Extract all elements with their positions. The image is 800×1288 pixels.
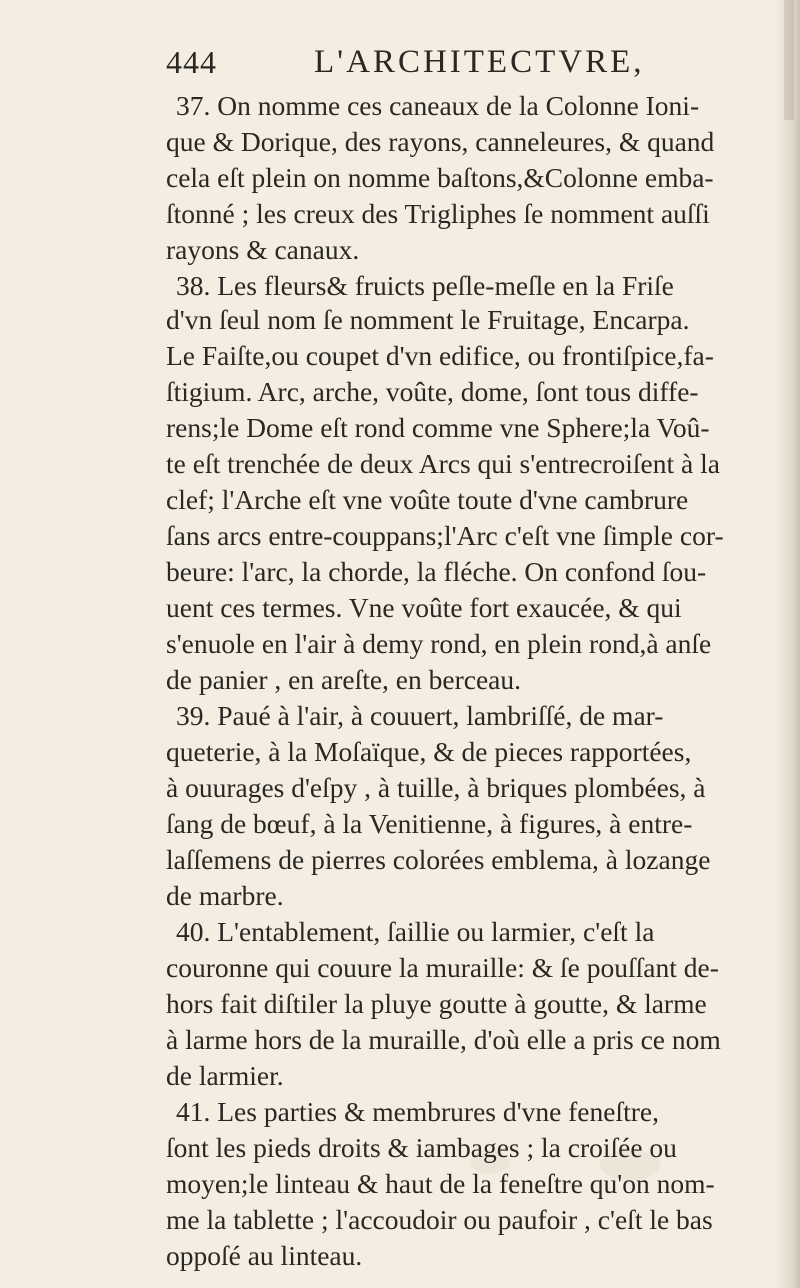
text-line: queterie, à la Moſaïque, & de pieces rapportées, bbox=[166, 736, 692, 767]
text-line: moyen;le linteau & haut de la feneſtre qu'on nom- bbox=[166, 1168, 715, 1199]
text-line: laſſemens de pierres colorées emblema, à lozange bbox=[166, 844, 711, 875]
text-line: 39. Paué à l'air, à couuert, lambriſſé, de mar- bbox=[176, 700, 664, 731]
text-line: rayons & canaux. bbox=[166, 234, 360, 265]
text-line: oppoſé au linteau. bbox=[166, 1240, 363, 1271]
text-line: clef; l'Arche eſt vne voûte toute d'vne cambrure bbox=[166, 484, 689, 515]
text-line: 37. On nomme ces caneaux de la Colonne Ioni- bbox=[176, 90, 700, 121]
text-line: à ouurages d'eſpy , à tuille, à briques plombées, à bbox=[166, 772, 706, 803]
page-header bbox=[166, 44, 726, 88]
text-line: ſang de bœuf, à la Venitienne, à figures, à entre- bbox=[166, 808, 693, 839]
page-number: 444 bbox=[166, 44, 217, 80]
text-line: ſtigium. Arc, arche, voûte, dome, ſont tous diffe- bbox=[166, 376, 699, 407]
text-line: de marbre. bbox=[166, 880, 284, 911]
text-line: hors fait diſtiler la pluye goutte à goutte, & larme bbox=[166, 988, 707, 1019]
text-line: te eſt trenchée de deux Arcs qui s'entrecroiſent à la bbox=[166, 448, 720, 479]
text-line: me la tablette ; l'accoudoir ou paufoir , c'eſt le bas bbox=[166, 1204, 713, 1235]
text-line: ſtonné ; les creux des Trigliphes ſe nomment auſſi bbox=[166, 198, 710, 229]
text-line: Le Faiſte,ou coupet d'vn edifice, ou frontiſpice,fa- bbox=[166, 340, 714, 371]
text-line: couronne qui couure la muraille: & ſe pouſſant de- bbox=[166, 952, 719, 983]
text-line: à larme hors de la muraille, d'où elle a pris ce nom bbox=[166, 1024, 721, 1055]
text-line: ſans arcs entre-couppans;l'Arc c'eſt vne ſimple cor- bbox=[166, 520, 724, 551]
text-line: de larmier. bbox=[166, 1060, 284, 1091]
text-line: uent ces termes. Vne voûte fort exaucée, & qui bbox=[166, 592, 682, 623]
text-line: ſont les pieds droits & iambages ; la croiſée ou bbox=[166, 1132, 677, 1163]
text-line: rens;le Dome eſt rond comme vne Sphere;la Voû- bbox=[166, 412, 710, 443]
text-line: de panier , en areſte, en berceau. bbox=[166, 664, 521, 695]
text-line: 38. Les fleurs& fruicts peſle-meſle en la Friſe bbox=[176, 270, 674, 301]
running-title: L'ARCHITECTVRE, bbox=[314, 44, 645, 80]
text-line: que & Dorique, des rayons, canneleures, & quand bbox=[166, 126, 715, 157]
page-edge-shadow bbox=[774, 0, 800, 1288]
text-line: d'vn ſeul nom ſe nomment le Fruitage, Encarpa. bbox=[166, 304, 690, 335]
page-corner-mark bbox=[784, 0, 794, 120]
text-line: beure: l'arc, la chorde, la fléche. On confond ſou- bbox=[166, 556, 707, 587]
text-line: s'enuole en l'air à demy rond, en plein rond,à anſe bbox=[166, 628, 712, 659]
text-line: 40. L'entablement, ſaillie ou larmier, c'eſt la bbox=[176, 916, 655, 947]
text-line: cela eſt plein on nomme baſtons,&Colonne emba- bbox=[166, 162, 714, 193]
text-line: 41. Les parties & membrures d'vne feneſtre, bbox=[176, 1096, 659, 1127]
